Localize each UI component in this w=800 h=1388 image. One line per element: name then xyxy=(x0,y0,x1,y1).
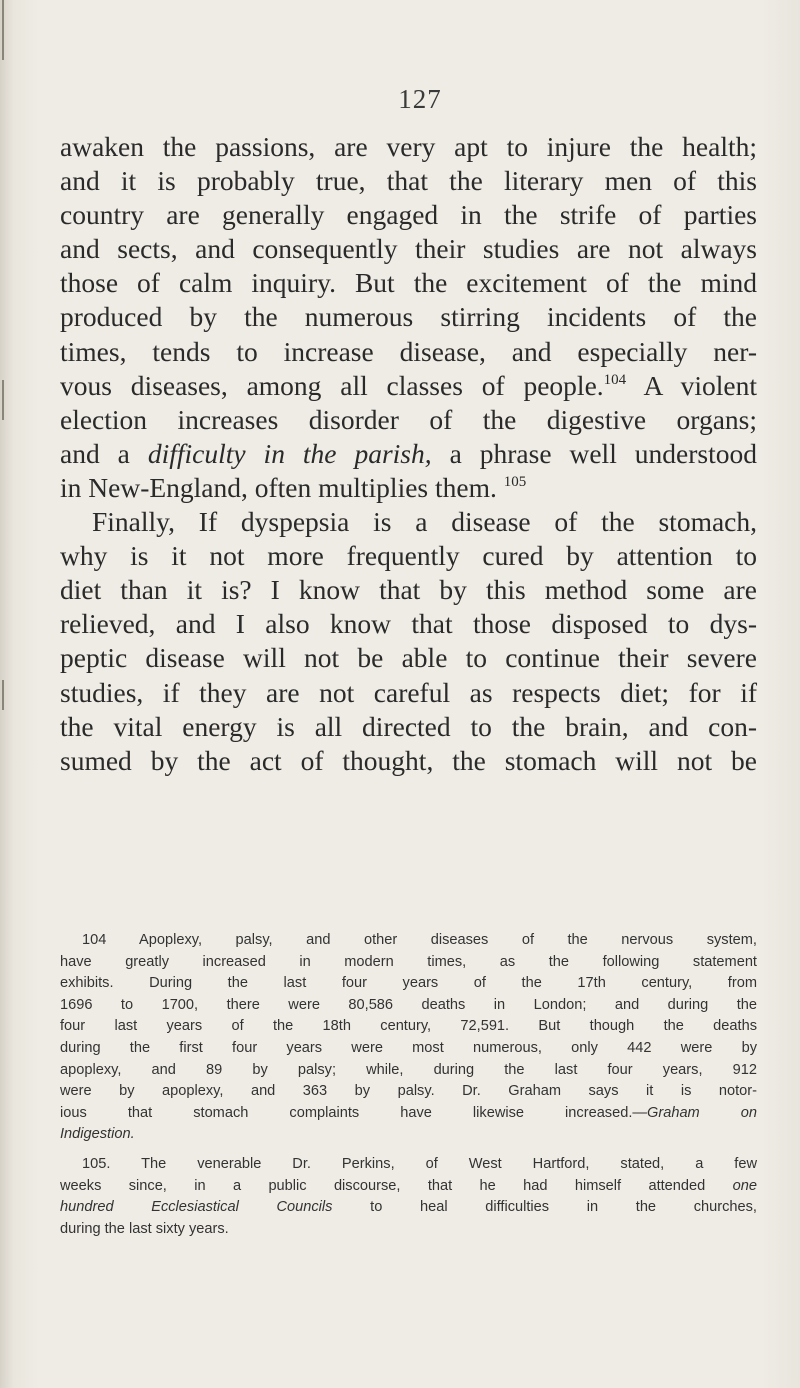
footnote-line: apoplexy, and 89 by palsy; while, during the last four years, 912 xyxy=(60,1061,757,1078)
footnote-line: exhibits. During the last four years of the 17th century, from xyxy=(60,975,757,992)
text-line: times, tends to increase disease, and especially ner- xyxy=(60,335,757,367)
footnote-ref-105[interactable]: 105 xyxy=(503,473,527,490)
text-line: produced by the numerous stirring incidents of the xyxy=(60,301,757,333)
text-segment: in New-England, often multiplies them. xyxy=(60,471,504,503)
text-line: studies, if they are not careful as respects diet; for if xyxy=(60,676,757,708)
text-line: those of calm inquiry. But the excitement of the mind xyxy=(60,267,757,299)
text-line: Finally, If dyspepsia is a disease of the stomach, xyxy=(92,506,757,538)
text-segment: and a xyxy=(60,437,148,469)
footnote-segment: to heal difficulties in the churches, xyxy=(332,1199,757,1216)
footnote-line xyxy=(60,1176,757,1198)
citation-italic: one xyxy=(732,1177,757,1194)
footnote-segment: ious that stomach complaints have likewise increased.— xyxy=(60,1104,647,1121)
text-line xyxy=(60,437,757,471)
page-number: 127 xyxy=(398,84,442,114)
text-line: relieved, and I also know that those disposed to dys- xyxy=(60,608,757,640)
citation-italic: hundred Ecclesiastical Councils xyxy=(60,1199,333,1216)
footnote-line: 105. The venerable Dr. Perkins, of West Hartford, stated, a few xyxy=(82,1155,757,1172)
footnote-segment: weeks since, in a public discourse, that he had himself attended xyxy=(60,1177,733,1194)
footnote-105 xyxy=(60,1154,757,1240)
text-line: awaken the passions, are very apt to injure the health; xyxy=(60,131,757,162)
text-line: country are generally engaged in the strife of parties xyxy=(60,199,757,231)
text-line: why is it not more frequently cured by attention to xyxy=(60,540,757,572)
footnote-line: 104 Apoplexy, palsy, and other diseases of the nervous system, xyxy=(82,932,757,948)
footnote-line xyxy=(60,1197,757,1219)
footnote-104 xyxy=(60,930,757,1146)
page-edge-mark xyxy=(2,0,4,60)
text-line: election increases disorder of the digestive organs; xyxy=(60,403,757,435)
footnote-line: 1696 to 1700, there were 80,586 deaths in London; and during the xyxy=(60,996,757,1013)
footnote-line: during the last sixty years. xyxy=(60,1220,229,1237)
text-line xyxy=(60,471,757,505)
page-edge-mark xyxy=(2,680,4,710)
main-text xyxy=(60,130,757,778)
text-segment: vous diseases, among all classes of people. xyxy=(60,369,604,401)
footnote-line: were by apoplexy, and 363 by palsy. Dr. Graham says it is notor- xyxy=(60,1083,757,1100)
italic-phrase: difficulty in the parish, xyxy=(147,437,432,469)
text-line: and it is probably true, that the literary men of this xyxy=(60,165,757,197)
citation-italic: Graham on xyxy=(647,1104,757,1121)
footnote-line xyxy=(60,1124,757,1146)
text-line xyxy=(60,369,757,403)
footnotes xyxy=(60,930,757,1240)
text-line: the vital energy is all directed to the brain, and con- xyxy=(60,710,757,742)
text-segment: a phrase well understood xyxy=(431,437,758,469)
footnote-line: four last years of the 18th century, 72,591. But though the deaths xyxy=(60,1018,757,1035)
citation-italic: Indigestion. xyxy=(60,1126,135,1143)
text-line: sumed by the act of thought, the stomach will not be xyxy=(60,744,757,776)
text-segment: A violent xyxy=(626,369,757,401)
footnote-line: have greatly increased in modern times, as the following statement xyxy=(60,953,757,970)
page-edge-mark xyxy=(2,380,4,420)
footnote-line: during the first four years were most numerous, only 442 were by xyxy=(60,1039,757,1056)
text-line: peptic disease will not be able to continue their severe xyxy=(60,642,757,674)
footnote-ref-104[interactable]: 104 xyxy=(603,371,627,388)
text-line: and sects, and consequently their studies are not always xyxy=(60,233,757,265)
footnote-line xyxy=(60,1103,757,1125)
text-line: diet than it is? I know that by this method some are xyxy=(60,574,757,606)
